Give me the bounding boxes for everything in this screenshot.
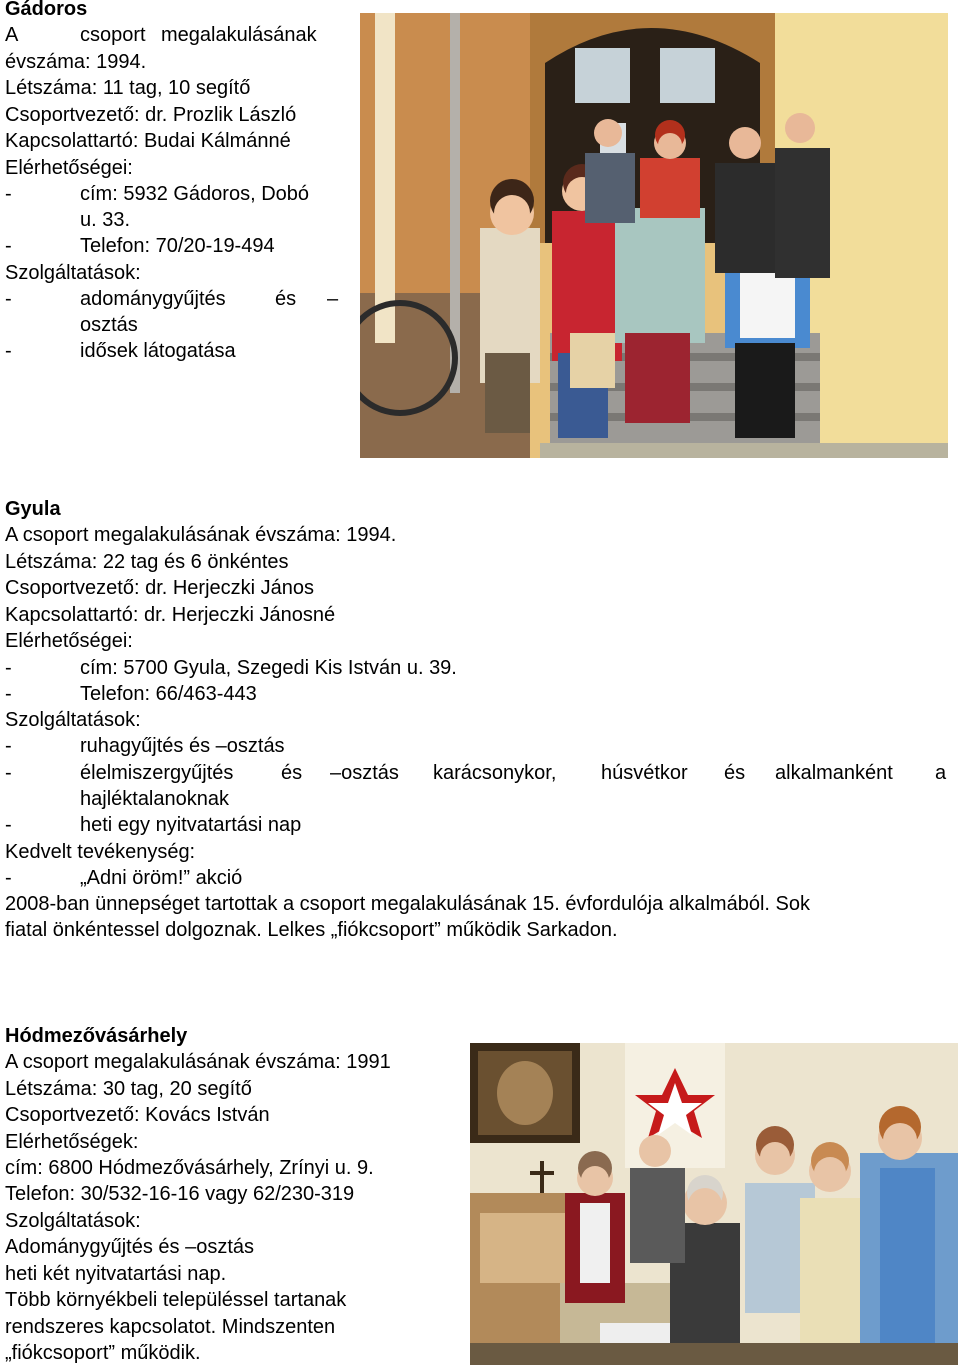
gyula-paragraph-line-2: fiatal önkéntessel dolgoznak. Lelkes „fiókcsoport” működik Sarkadon. xyxy=(5,919,618,941)
gyula-service-2 xyxy=(5,760,950,787)
gyula-service-2-word-f: és xyxy=(724,762,746,784)
list-dash: - xyxy=(5,735,12,757)
gyula-service-3 xyxy=(5,812,945,839)
gyula-phone-item xyxy=(5,681,945,708)
gadoros-address-cont: u. 33. xyxy=(80,209,131,231)
list-dash: - xyxy=(5,183,12,205)
gyula-service-1 xyxy=(5,733,945,760)
gyula-service-2-word-a: élelmiszergyűjtés xyxy=(80,762,234,784)
gyula-address: cím: 5700 Gyula, Szegedi Kis István u. 39. xyxy=(80,657,457,679)
gyula-service-2-word-d: karácsonykor, xyxy=(433,762,557,784)
hodmezovasarhely-founded: A csoport megalakulásának évszáma: 1991 xyxy=(5,1051,391,1073)
gadoros-service-2 xyxy=(5,338,345,365)
gyula-service-2-word-e: húsvétkor xyxy=(601,762,688,784)
hodmezovasarhely-services-label: Szolgáltatások: xyxy=(5,1210,141,1232)
hodmezovasarhely-address: cím: 6800 Hódmezővásárhely, Zrínyi u. 9. xyxy=(5,1157,374,1179)
list-dash: - xyxy=(5,657,12,679)
gadoros-members: Létszáma: 11 tag, 10 segítő xyxy=(5,77,251,99)
gadoros-address-item xyxy=(5,181,345,208)
gadoros-founded-word-c: megalakulásának xyxy=(161,24,317,46)
list-dash: - xyxy=(5,814,12,836)
gyula-services-label: Szolgáltatások: xyxy=(5,709,141,731)
gyula-service-2-word-g: alkalmanként xyxy=(775,762,893,784)
gyula-contact: Kapcsolattartó: dr. Herjeczki Jánosné xyxy=(5,604,336,626)
hodmezovasarhely-service-1: Adománygyűjtés és –osztás xyxy=(5,1236,255,1258)
gyula-reach-label: Elérhetőségei: xyxy=(5,630,133,652)
gadoros-founded-word-a: A xyxy=(5,24,19,46)
gyula-members: Létszáma: 22 tag és 6 önkéntes xyxy=(5,551,289,573)
gyula-fav-1-text: „Adni öröm!” akció xyxy=(80,867,243,889)
gadoros-leader: Csoportvezető: dr. Prozlik László xyxy=(5,104,297,126)
gadoros-group-photo xyxy=(360,13,948,458)
gyula-fav-1 xyxy=(5,865,945,892)
gyula-leader: Csoportvezető: dr. Herjeczki János xyxy=(5,577,315,599)
gadoros-founded-year: évszáma: 1994. xyxy=(5,51,147,73)
gadoros-service-1-word-b: és xyxy=(275,288,297,310)
gyula-address-item xyxy=(5,655,945,682)
gyula-phone: Telefon: 66/463-443 xyxy=(80,683,257,705)
gyula-title: Gyula xyxy=(5,498,61,520)
gadoros-title: Gádoros xyxy=(5,0,88,20)
gadoros-services-label: Szolgáltatások: xyxy=(5,262,141,284)
hodmezovasarhely-phone: Telefon: 30/532-16-16 vagy 62/230-319 xyxy=(5,1183,355,1205)
gadoros-phone-item xyxy=(5,233,345,260)
gadoros-reach-label: Elérhetőségei: xyxy=(5,157,133,179)
gyula-service-3-text: heti egy nyitvatartási nap xyxy=(80,814,302,836)
hodmezovasarhely-members: Létszáma: 30 tag, 20 segítő xyxy=(5,1078,252,1100)
hodmezovasarhely-reach-label: Elérhetőségek: xyxy=(5,1131,139,1153)
gyula-service-2-cont: hajléktalanoknak xyxy=(80,788,229,810)
gyula-paragraph-line-1: 2008-ban ünnepséget tartottak a csoport megalakulásának 15. évfordulója alkalmából. Sok xyxy=(5,893,810,915)
list-dash: - xyxy=(5,235,12,257)
gadoros-service-1-cont: osztás xyxy=(80,314,138,336)
gyula-service-2-word-c: –osztás xyxy=(330,762,399,784)
gyula-service-2-word-h: a xyxy=(935,762,947,784)
gadoros-service-1-word-c: – xyxy=(327,288,339,310)
gyula-founded: A csoport megalakulásának évszáma: 1994. xyxy=(5,524,397,546)
hodmezovasarhely-title: Hódmezővásárhely xyxy=(5,1025,188,1047)
hodmezovasarhely-note-line-2: rendszeres kapcsolatot. Mindszenten xyxy=(5,1316,336,1338)
hodmezovasarhely-group-photo xyxy=(470,1043,958,1365)
list-dash: - xyxy=(5,288,12,310)
list-dash: - xyxy=(5,683,12,705)
hodmezovasarhely-leader: Csoportvezető: Kovács István xyxy=(5,1104,270,1126)
hodmezovasarhely-note-line-3: „fiókcsoport” működik. xyxy=(5,1342,201,1364)
gyula-service-2-word-b: és xyxy=(281,762,303,784)
gadoros-service-1-word-a: adománygyűjtés xyxy=(80,288,226,310)
gyula-fav-label: Kedvelt tevékenység: xyxy=(5,841,196,863)
gadoros-service-1 xyxy=(5,286,345,313)
gyula-service-1-text: ruhagyűjtés és –osztás xyxy=(80,735,285,757)
hodmezovasarhely-note-line-1: Több környékbeli településsel tartanak xyxy=(5,1289,347,1311)
gadoros-service-2-text: idősek látogatása xyxy=(80,340,236,362)
list-dash: - xyxy=(5,867,12,889)
gadoros-founded-word-b: csoport xyxy=(80,24,146,46)
gadoros-phone: Telefon: 70/20-19-494 xyxy=(80,235,275,257)
hodmezovasarhely-service-2: heti két nyitvatartási nap. xyxy=(5,1263,227,1285)
gadoros-address: cím: 5932 Gádoros, Dobó xyxy=(80,183,310,205)
list-dash: - xyxy=(5,762,12,784)
gadoros-contact: Kapcsolattartó: Budai Kálmánné xyxy=(5,130,291,152)
list-dash: - xyxy=(5,340,12,362)
